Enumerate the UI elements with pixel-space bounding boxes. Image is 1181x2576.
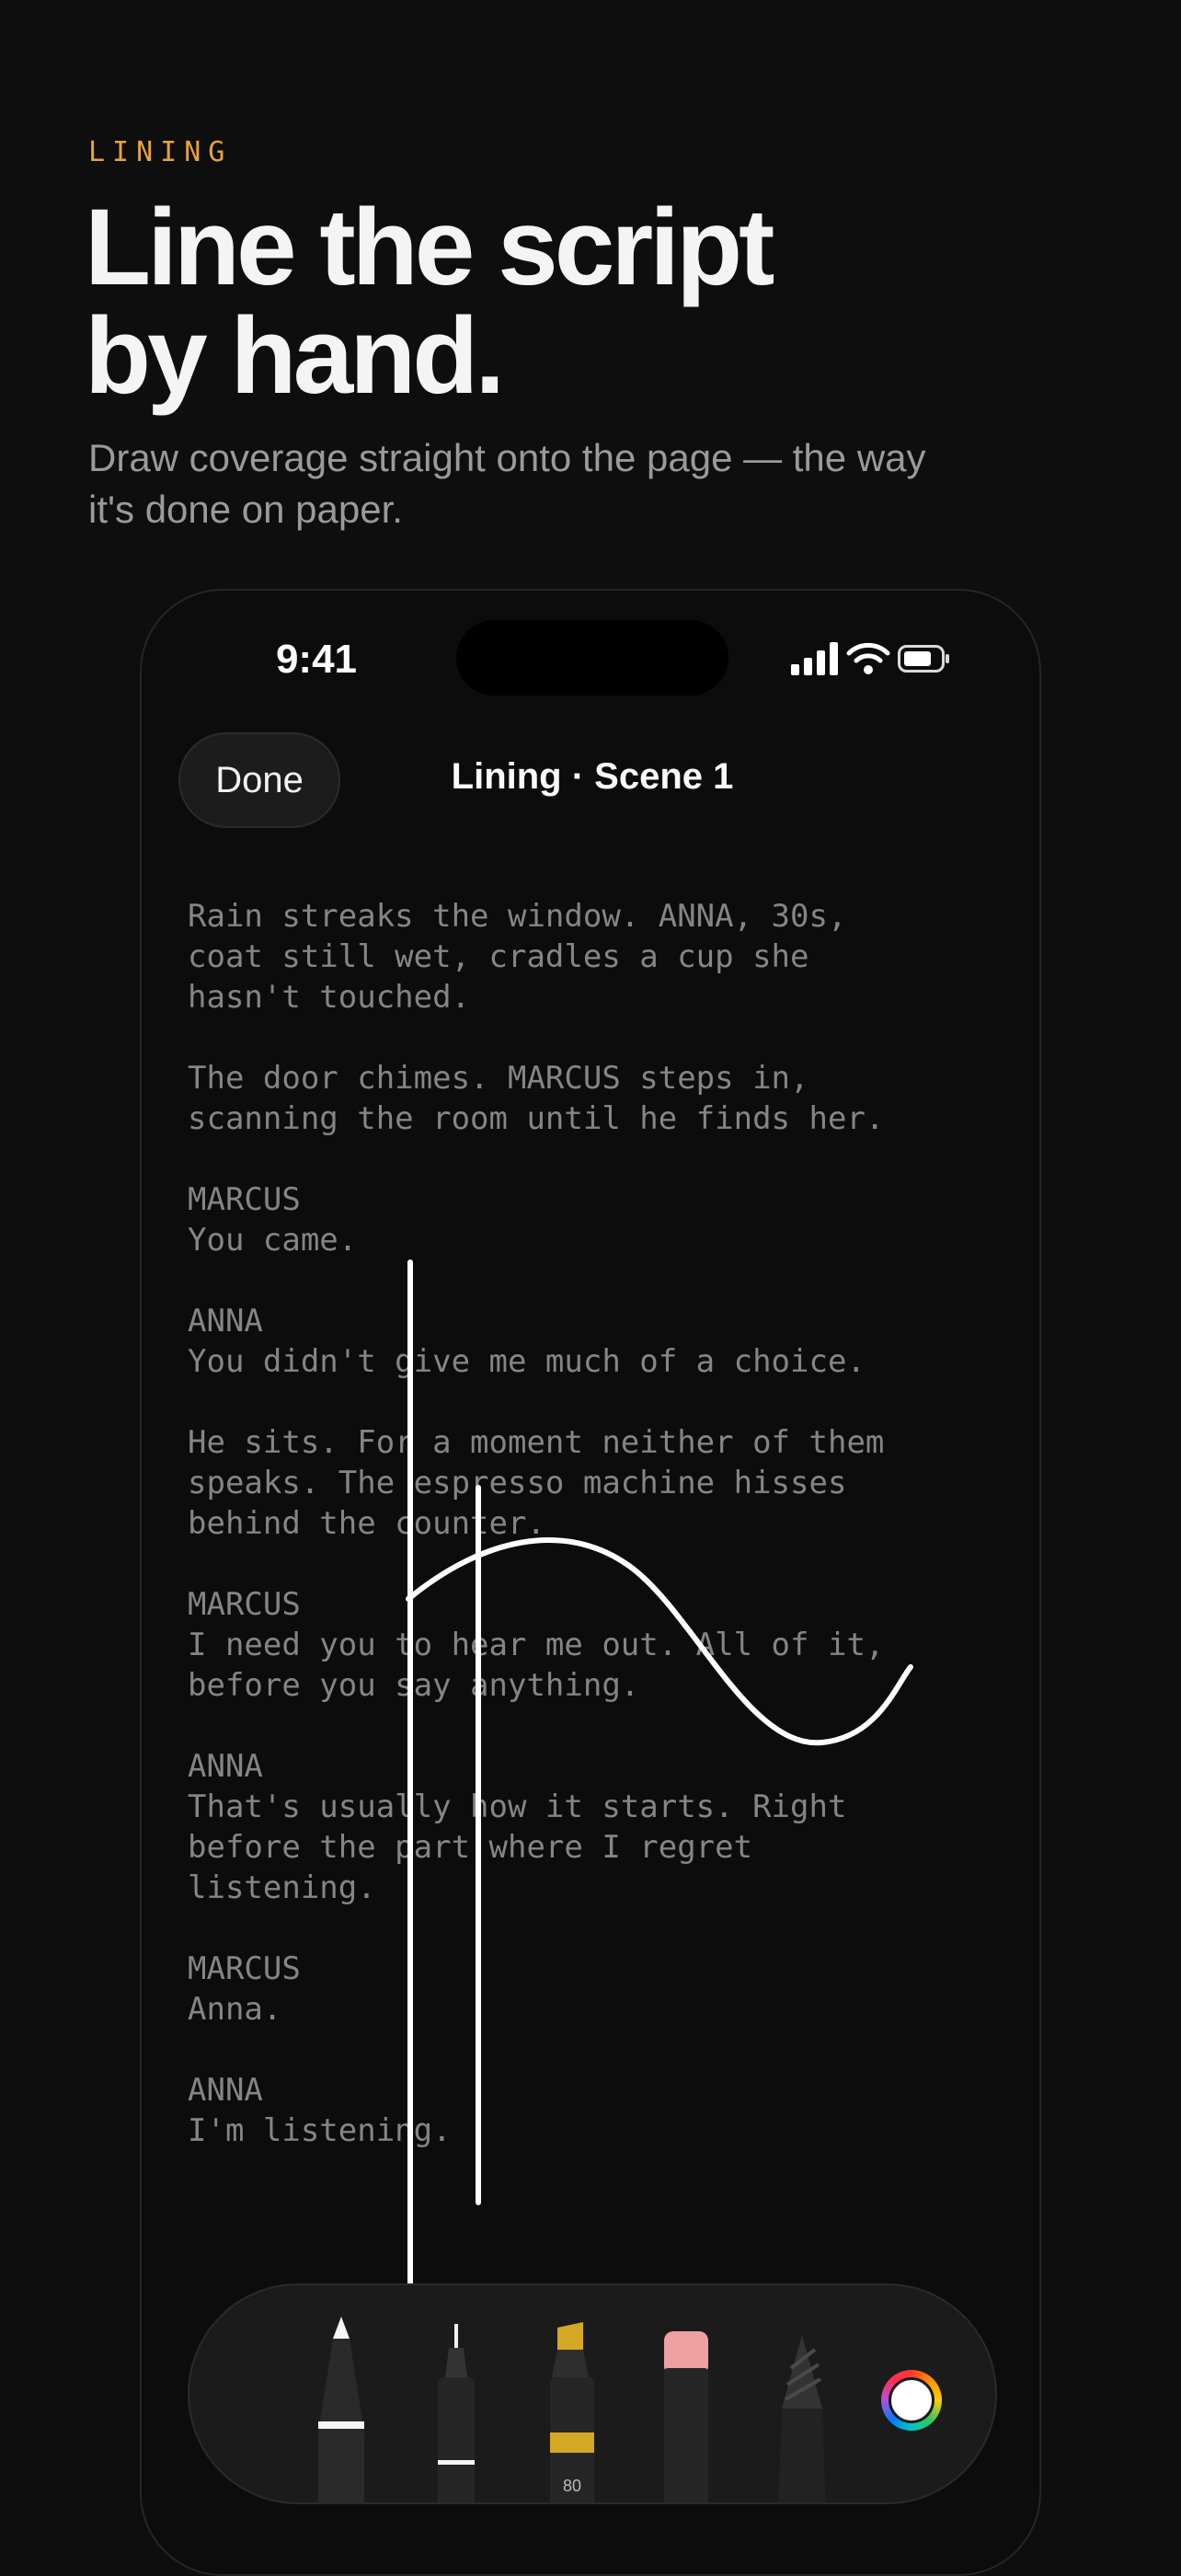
done-button[interactable]: Done bbox=[178, 732, 340, 828]
color-wheel-icon[interactable] bbox=[881, 2370, 942, 2431]
script-block: He sits. For a moment neither of them speaks. The espresso machine hisses behind the counter. bbox=[188, 1424, 885, 1542]
pen-tool[interactable] bbox=[309, 2313, 373, 2504]
headline-line-1: Line the script bbox=[85, 187, 772, 308]
eyebrow-label: LINING bbox=[88, 136, 233, 168]
selected-color-swatch bbox=[889, 2377, 934, 2423]
marker-size-label: 80 bbox=[562, 2477, 582, 2495]
headline bbox=[85, 187, 1096, 417]
script-block: ANNA You didn't give me much of a choice. bbox=[188, 1303, 866, 1380]
battery-icon bbox=[898, 645, 951, 673]
tool-palette bbox=[188, 2283, 997, 2504]
dynamic-island bbox=[456, 620, 728, 696]
script-block: Rain streaks the window. ANNA, 30s, coat still wet, cradles a cup she hasn't touched. bbox=[188, 898, 847, 1016]
headline-line-2: by hand. bbox=[85, 295, 502, 417]
eraser-tool[interactable] bbox=[657, 2331, 716, 2504]
marker-tool[interactable] bbox=[543, 2322, 602, 2504]
fineliner-tool[interactable] bbox=[429, 2322, 484, 2504]
script-page[interactable] bbox=[188, 896, 997, 2191]
cellular-signal-icon bbox=[791, 642, 839, 675]
script-block: ANNA I'm listening. bbox=[188, 2072, 452, 2149]
subhead: Draw coverage straight onto the page — the way it's done on paper. bbox=[88, 436, 926, 531]
script-block: ANNA That's usually how it starts. Right before the part where I regret listening. bbox=[188, 1748, 847, 1906]
script-block: MARCUS Anna. bbox=[188, 1950, 301, 2028]
pencil-tool[interactable] bbox=[774, 2331, 830, 2504]
script-block: MARCUS You came. bbox=[188, 1181, 358, 1259]
script-block: The door chimes. MARCUS steps in, scanning the room until he finds her. bbox=[188, 1060, 885, 1137]
script-block: MARCUS I need you to hear me out. All of it, before you say anything. bbox=[188, 1586, 885, 1704]
nav-title: Lining · Scene 1 bbox=[451, 756, 734, 797]
wifi-icon bbox=[846, 642, 890, 675]
status-time: 9:41 bbox=[275, 637, 358, 682]
phone-frame bbox=[140, 589, 1041, 2576]
